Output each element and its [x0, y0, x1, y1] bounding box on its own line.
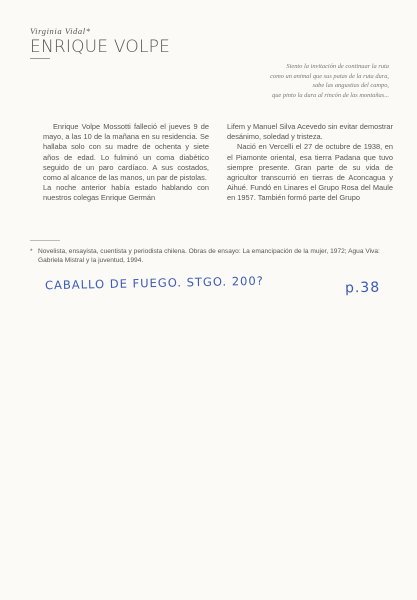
body-column-left — [43, 122, 209, 204]
epigraph — [179, 62, 389, 100]
epigraph-line: Siento la invitación de continuar la ruta — [286, 63, 389, 70]
epigraph-line: sabe las angustias del campo, — [312, 82, 389, 90]
epigraph-line: que pinto la dura al rincón de las montañas... — [272, 91, 389, 99]
body-paragraph: Lifem y Manuel Silva Acevedo sin evitar demostrar desánimo, soledad y tristeza. — [227, 122, 393, 142]
body-column-right — [227, 122, 393, 204]
footnote — [30, 247, 388, 265]
handwritten-note: CABALLO DE FUEGO. STGO. 200? — [44, 273, 264, 293]
epigraph-line: como un animal que sus patas de la ruta dura, — [270, 72, 389, 80]
handwritten-page-ref: p.38 — [344, 279, 381, 297]
footnote-divider — [30, 240, 60, 241]
footnote-text: Novelista, ensayista, cuentista y periodista chilena. Obras de ensayo: La emancipación de la mujer, 1972; Agua Viva: Gabriela Mistral y la juventud, 1994. — [38, 248, 380, 265]
footnote-marker: * — [30, 248, 33, 255]
title-divider — [30, 58, 50, 59]
body-paragraph: La noche anterior había estado hablando con nuestros colegas Enrique Germán — [43, 183, 209, 203]
author-name: Virginia Vidal* — [30, 26, 91, 36]
article-title: ENRIQUE VOLPE — [30, 37, 171, 57]
body-paragraph: Nació en Vercelli el 27 de octubre de 1938, en el Piamonte oriental, esa tierra Padana que tuvo siempre presente. Gran parte de su vida de agricultor transcurrió en tierras de Aconcagua y Aihué. Fundó en Linares el Grupo Rosa del Maule en 1957. También formó parte del Grupo — [227, 142, 393, 203]
body-paragraph: Enrique Volpe Mossotti falleció el jueves 9 de mayo, a las 10 de la mañana en su residencia. Se hallaba solo con su madre de ochenta y siete años de edad. Lo fulminó un coma diabético seguido de un paro cardíaco. A sus costados, como al alcance de las manos, un par de pistolas. — [43, 122, 209, 183]
